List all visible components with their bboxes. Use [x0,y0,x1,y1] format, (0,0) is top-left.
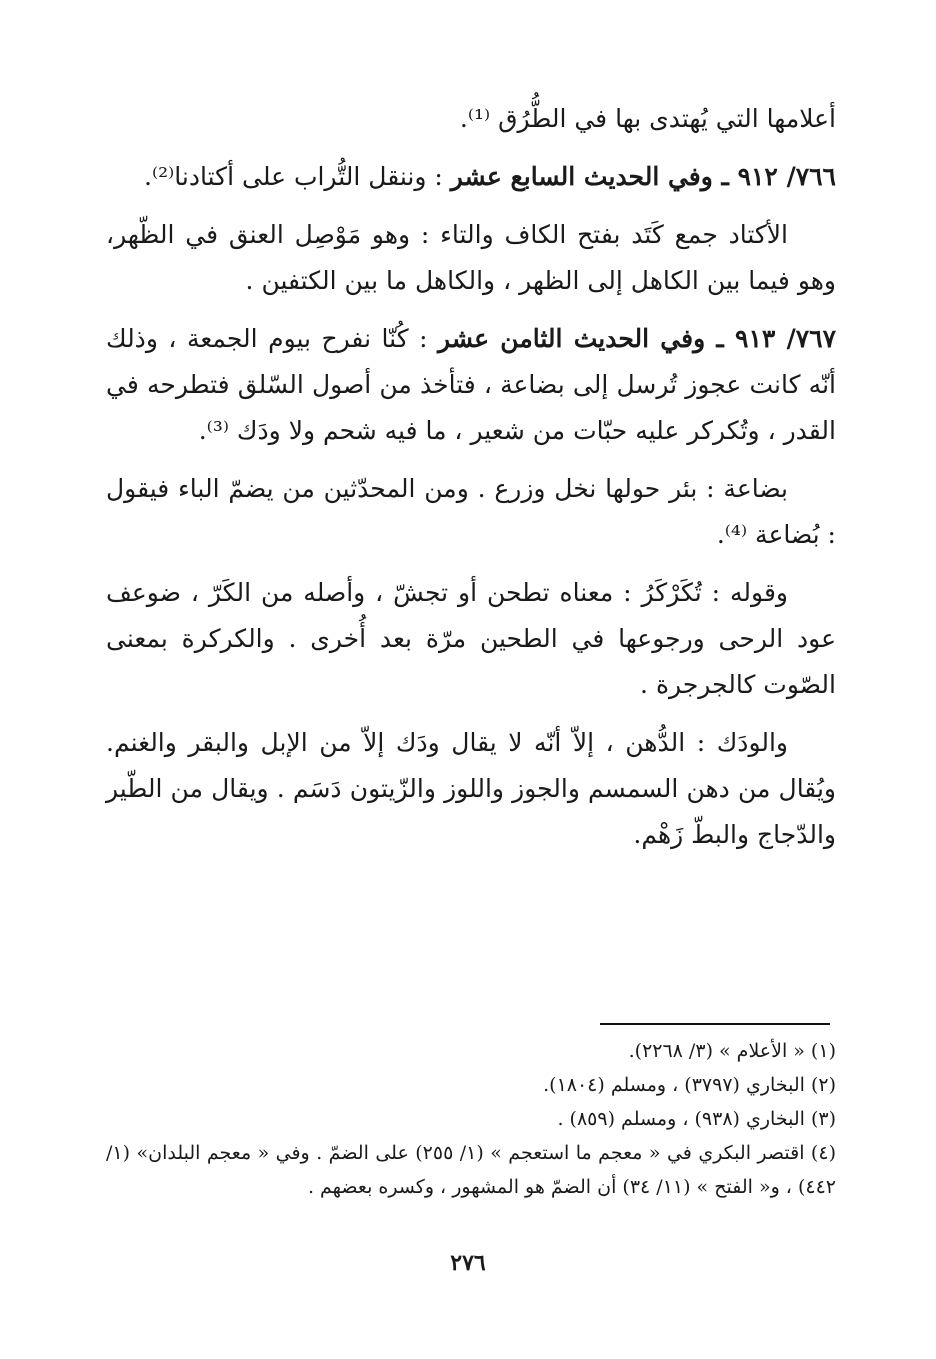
hadith-text: : وننقل التُّراب على أكتادنا⁽²⁾. [144,162,451,191]
hadith-text: : كُنّا نفرح بيوم الجمعة ، وذلك أنّه كانت عجوز تُرسل إلى بضاعة ، فتأخذ من أصول السّلق فتطرحه في القدر ، وتُكركر عليه حبّات من شعير ، ما فيه شحم ولا ودَك ⁽³⁾. [106,324,836,445]
page-number: ٢٧٦ [450,1250,486,1276]
paragraph: أعلامها التي يُهتدى بها في الطُّرُق ⁽¹⁾. [459,104,836,133]
hadith-paragraph [106,316,836,454]
paragraph: والودَك : الدُّهن ، إلاّ أنّه لا يقال ودَك إلاّ من الإبل والبقر والغنم. ويُقال من دهن السمسم والجوز واللوز والزّيتون دَسَم . ويقال من الطّير والدّجاج والبطّ زَهْم. [106,728,836,849]
footnote: (١) « الأعلام » (٣/ ٢٢٦٨). [628,1040,836,1062]
footnotes [106,1034,836,1204]
main-text [106,96,836,870]
hadith-heading: ٧٦٦/ ٩١٢ ـ وفي الحديث السابع عشر [450,162,836,191]
paragraph: الأكتاد جمع كَتَد بفتح الكاف والتاء : وهو مَوْصِل العنق في الظّهر، وهو فيما بين الكاهل إلى الظهر ، والكاهل ما بين الكتفين . [106,220,836,295]
footnote: (٤) اقتصر البكري في « معجم ما استعجم » (١/ ٢٥٥) على الضمّ . وفي « معجم البلدان» (١/ ٤٤٢) ، و« الفتح » (١١/ ٣٤) أن الضمّ هو المشهور ، وكسره بعضهم . [106,1142,836,1198]
hadith-heading: ٧٦٧/ ٩١٣ ـ وفي الحديث الثامن عشر [438,324,837,353]
footnote-separator [600,1023,830,1025]
hadith-paragraph [106,154,836,200]
footnote: (٣) البخاري (٩٣٨) ، ومسلم (٨٥٩) . [557,1108,836,1130]
paragraph: بضاعة : بئر حولها نخل وزرع . ومن المحدّثين من يضمّ الباء فيقول : بُضاعة ⁽⁴⁾. [106,474,836,549]
footnote: (٢) البخاري (٣٧٩٧) ، ومسلم (١٨٠٤). [543,1074,836,1096]
paragraph: وقوله : تُكَرْكَرُ : معناه تطحن أو تجشّ ، وأصله من الكَرّ ، ضوعف عود الرحى ورجوعها في الطحين مرّة بعد أُخرى . والكركرة بمعنى الصّوت كالجرجرة . [106,578,836,699]
